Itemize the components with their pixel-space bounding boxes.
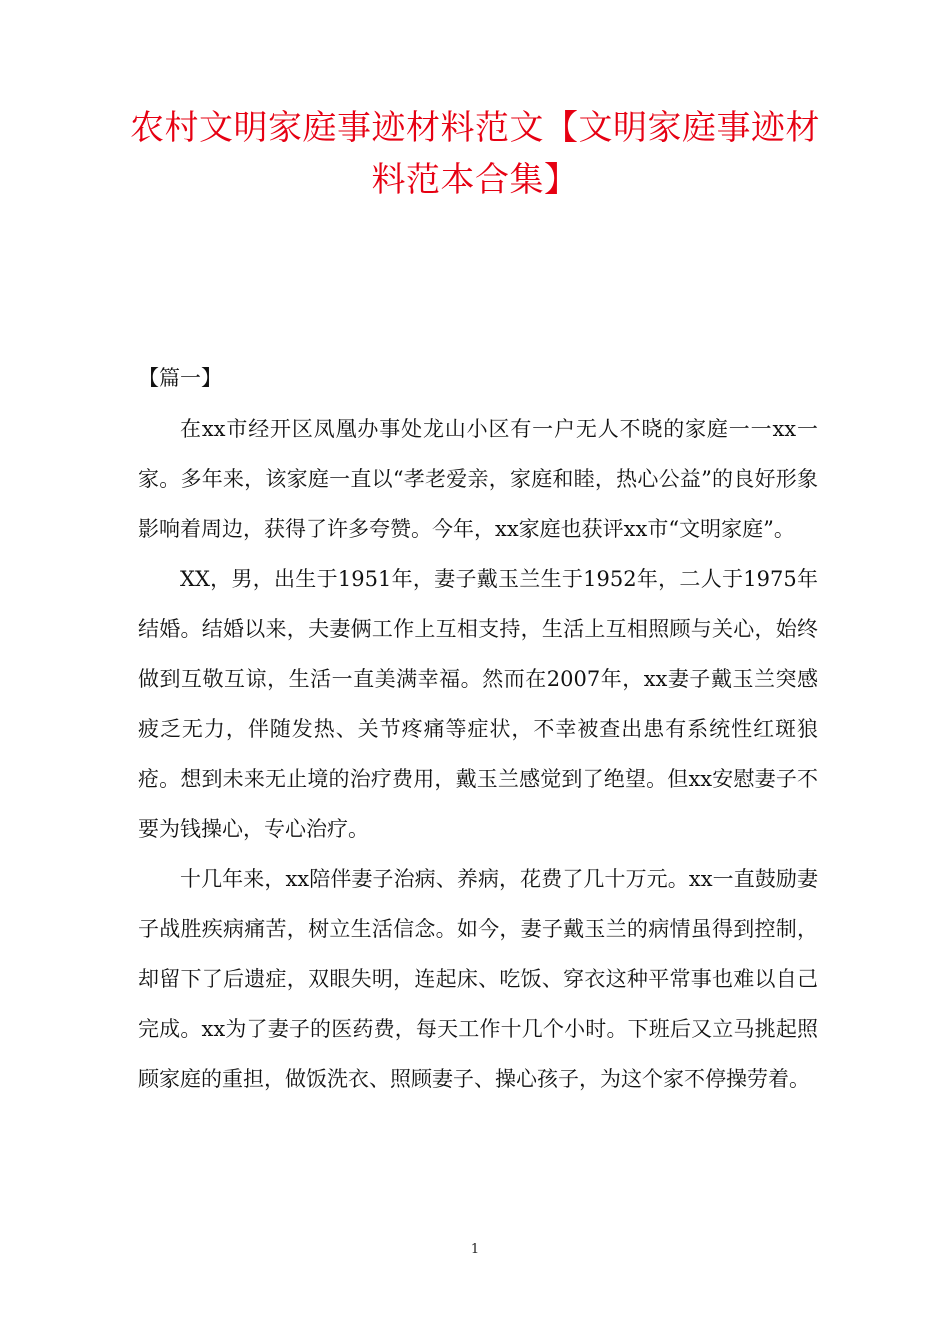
paragraph: 在xx市经开区凤凰办事处龙山小区有一户无人不晓的家庭一一xx一家。多年来，该家庭一直以“孝老爱亲，家庭和睦，热心公益”的良好形象影响着周边，获得了许多夸赞。今年，xx家庭也获评xx市“文明家庭”。 [138,417,818,541]
document-body [138,404,818,1104]
document-title: 农村文明家庭事迹材料范文【文明家庭事迹材料范本合集】 [130,108,820,200]
paragraph: XX，男，出生于1951年，妻子戴玉兰生于1952年，二人于1975年结婚。结婚以来，夫妻俩工作上互相支持，生活上互相照顾与关心，始终做到互敬互谅，生活一直美满幸福。然而在2007年，xx妻子戴玉兰突感疲乏无力，伴随发热、关节疼痛等症状，不幸被查出患有系统性红斑狼疮。想到未来无止境的治疗费用，戴玉兰感觉到了绝望。但xx安慰妻子不要为钱操心，专心治疗。 [138,567,818,841]
page-number: 1 [470,1242,480,1257]
section-label: 【篇一】 [138,366,222,390]
paragraph: 十几年来，xx陪伴妻子治病、养病，花费了几十万元。xx一直鼓励妻子战胜疾病痛苦，树立生活信念。如今，妻子戴玉兰的病情虽得到控制，却留下了后遗症，双眼失明，连起床、吃饭、穿衣这种平常事也难以自己完成。xx为了妻子的医药费，每天工作十几个小时。下班后又立马挑起照顾家庭的重担，做饭洗衣、照顾妻子、操心孩子，为这个家不停操劳着。 [138,867,818,1091]
